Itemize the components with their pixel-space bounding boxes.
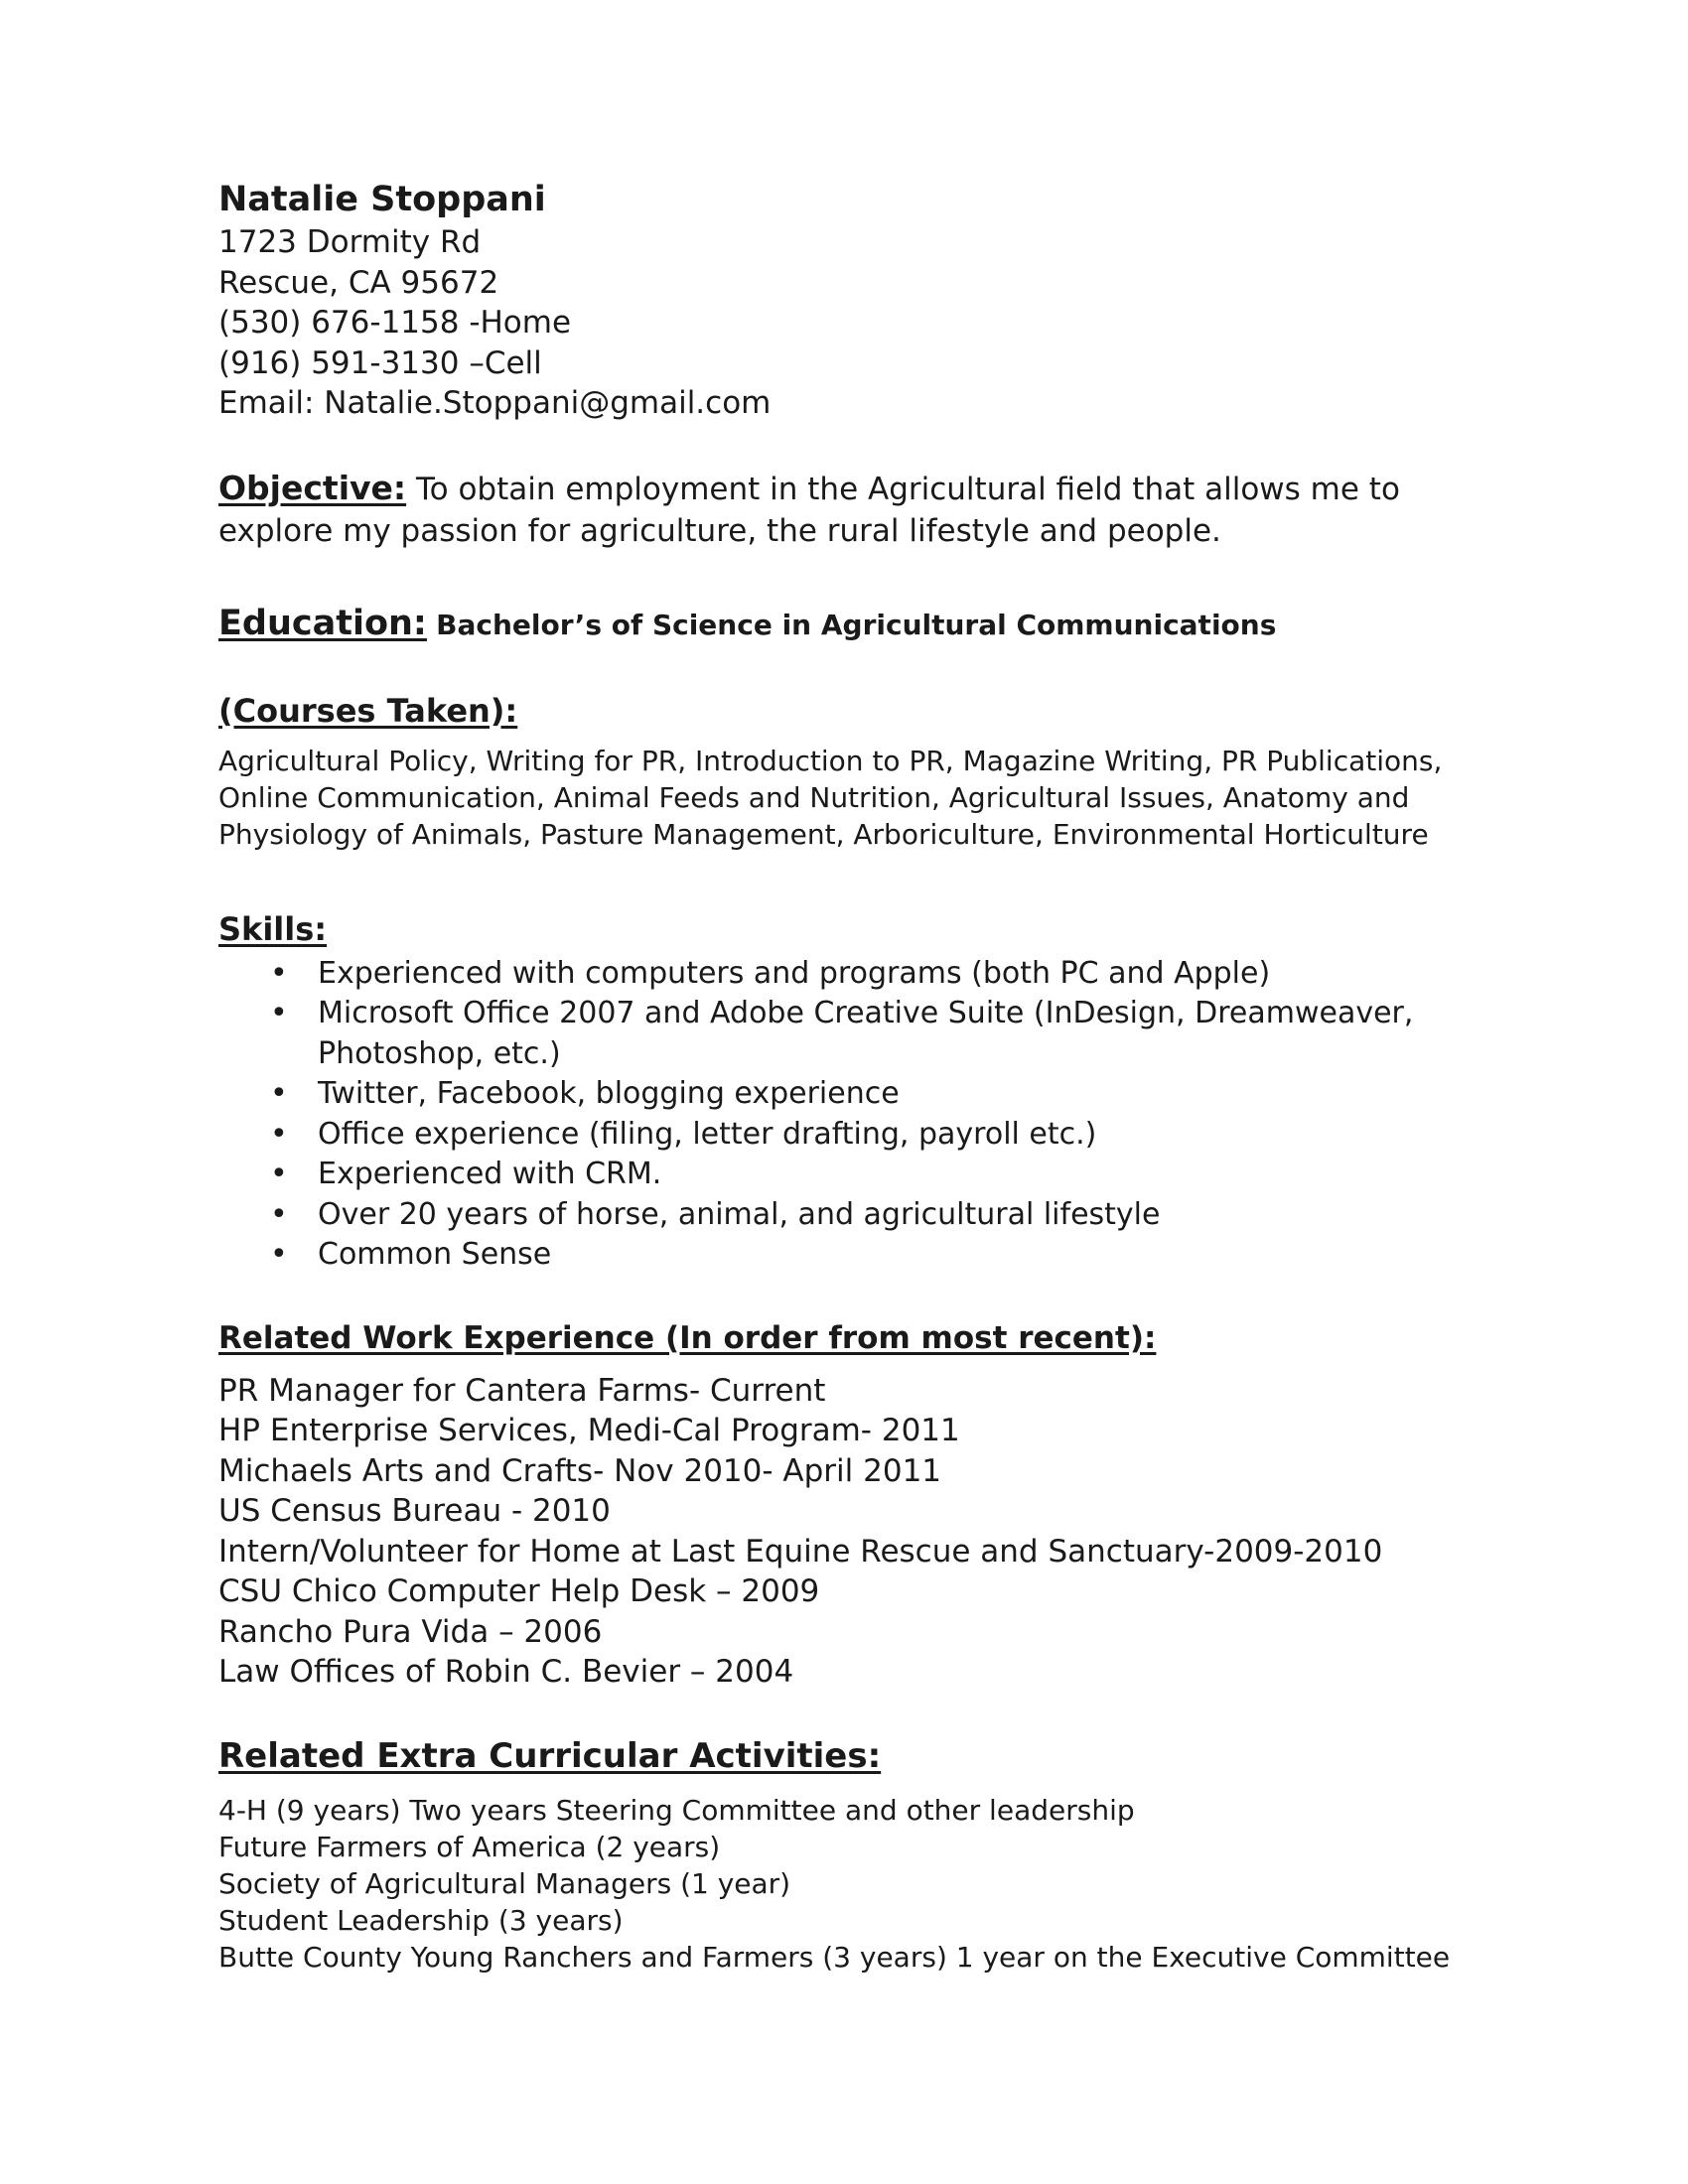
skill-item: • Microsoft Office 2007 and Adobe Creative Suite (InDesign, Dreamweaver, Photoshop, etc.): [318, 994, 1430, 1074]
activities-section: [218, 1734, 1509, 1778]
courses-section: [218, 691, 1509, 731]
address-city: Rescue, CA 95672: [218, 264, 499, 301]
objective-text: To obtain employment in the Agricultural field that allows me to explore my passion for agriculture, the rural lifestyle and people.: [218, 471, 1400, 549]
home-phone: (530) 676-1158 -Home: [218, 305, 572, 341]
activity-item: Society of Agricultural Managers (1 year): [218, 1866, 791, 1900]
work-item: US Census Bureau - 2010: [218, 1493, 611, 1529]
applicant-name: Natalie Stoppani: [218, 180, 546, 219]
work-item: Rancho Pura Vida – 2006: [218, 1613, 603, 1650]
skill-item: • Office experience (filing, letter drafting, payroll etc.): [318, 1115, 1430, 1156]
courses-heading: (Courses Taken):: [218, 691, 518, 730]
education-degree: Bachelor’s of Science in Agricultural Communications: [436, 608, 1277, 641]
cell-phone: (916) 591-3130 –Cell: [218, 344, 542, 381]
objective-heading: Objective:: [218, 468, 407, 507]
contact-block: [218, 222, 1509, 424]
work-item: Law Offices of Robin C. Bevier – 2004: [218, 1654, 794, 1690]
skills-section: [218, 908, 1509, 950]
email: Email: Natalie.Stoppani@gmail.com: [218, 385, 772, 421]
education-heading: Education:: [218, 603, 427, 643]
skill-item: • Over 20 years of horse, animal, and agricultural lifestyle: [318, 1195, 1430, 1236]
work-list: [218, 1371, 1509, 1693]
activity-item: 4-H (9 years) Two years Steering Committee and other leadership: [218, 1793, 1135, 1827]
skill-item: • Twitter, Facebook, blogging experience: [318, 1074, 1430, 1115]
address-street: 1723 Dormity Rd: [218, 224, 482, 260]
work-item: PR Manager for Cantera Farms- Current: [218, 1372, 826, 1409]
objective-section: [218, 468, 1440, 552]
resume-page: [218, 177, 1509, 1976]
work-item: HP Enterprise Services, Medi-Cal Program- 2011: [218, 1413, 960, 1448]
work-item: CSU Chico Computer Help Desk – 2009: [218, 1573, 820, 1609]
skill-item: • Common Sense: [318, 1235, 1430, 1276]
skill-item: • Experienced with computers and programs (both PC and Apple): [318, 954, 1430, 995]
work-item: Intern/Volunteer for Home at Last Equine Rescue and Sanctuary-2009-2010: [218, 1533, 1383, 1570]
work-heading: Related Work Experience (In order from most recent):: [218, 1319, 1157, 1356]
courses-list: Agricultural Policy, Writing for PR, Introduction to PR, Magazine Writing, PR Publications, Online Communication, Animal Feeds and Nutrition, Agricultural Issues, Anatomy and Physiology of Animals, Pasture Management, Arboriculture, Environmental Horticulture: [218, 744, 1443, 851]
skill-item: • Experienced with CRM.: [318, 1155, 1430, 1195]
activity-item: Butte County Young Ranchers and Farmers (3 years) 1 year on the Executive Committee: [218, 1940, 1451, 1974]
activities-heading: Related Extra Curricular Activities:: [218, 1735, 882, 1776]
work-section: [218, 1317, 1509, 1359]
activities-list: [218, 1792, 1509, 1976]
skills-list: [218, 954, 1430, 1276]
work-item: Michaels Arts and Crafts- Nov 2010- April 2011: [218, 1452, 942, 1489]
skills-heading: Skills:: [218, 909, 328, 948]
activity-item: Future Farmers of America (2 years): [218, 1830, 721, 1863]
activity-item: Student Leadership (3 years): [218, 1903, 624, 1937]
education-section: [218, 602, 1509, 647]
